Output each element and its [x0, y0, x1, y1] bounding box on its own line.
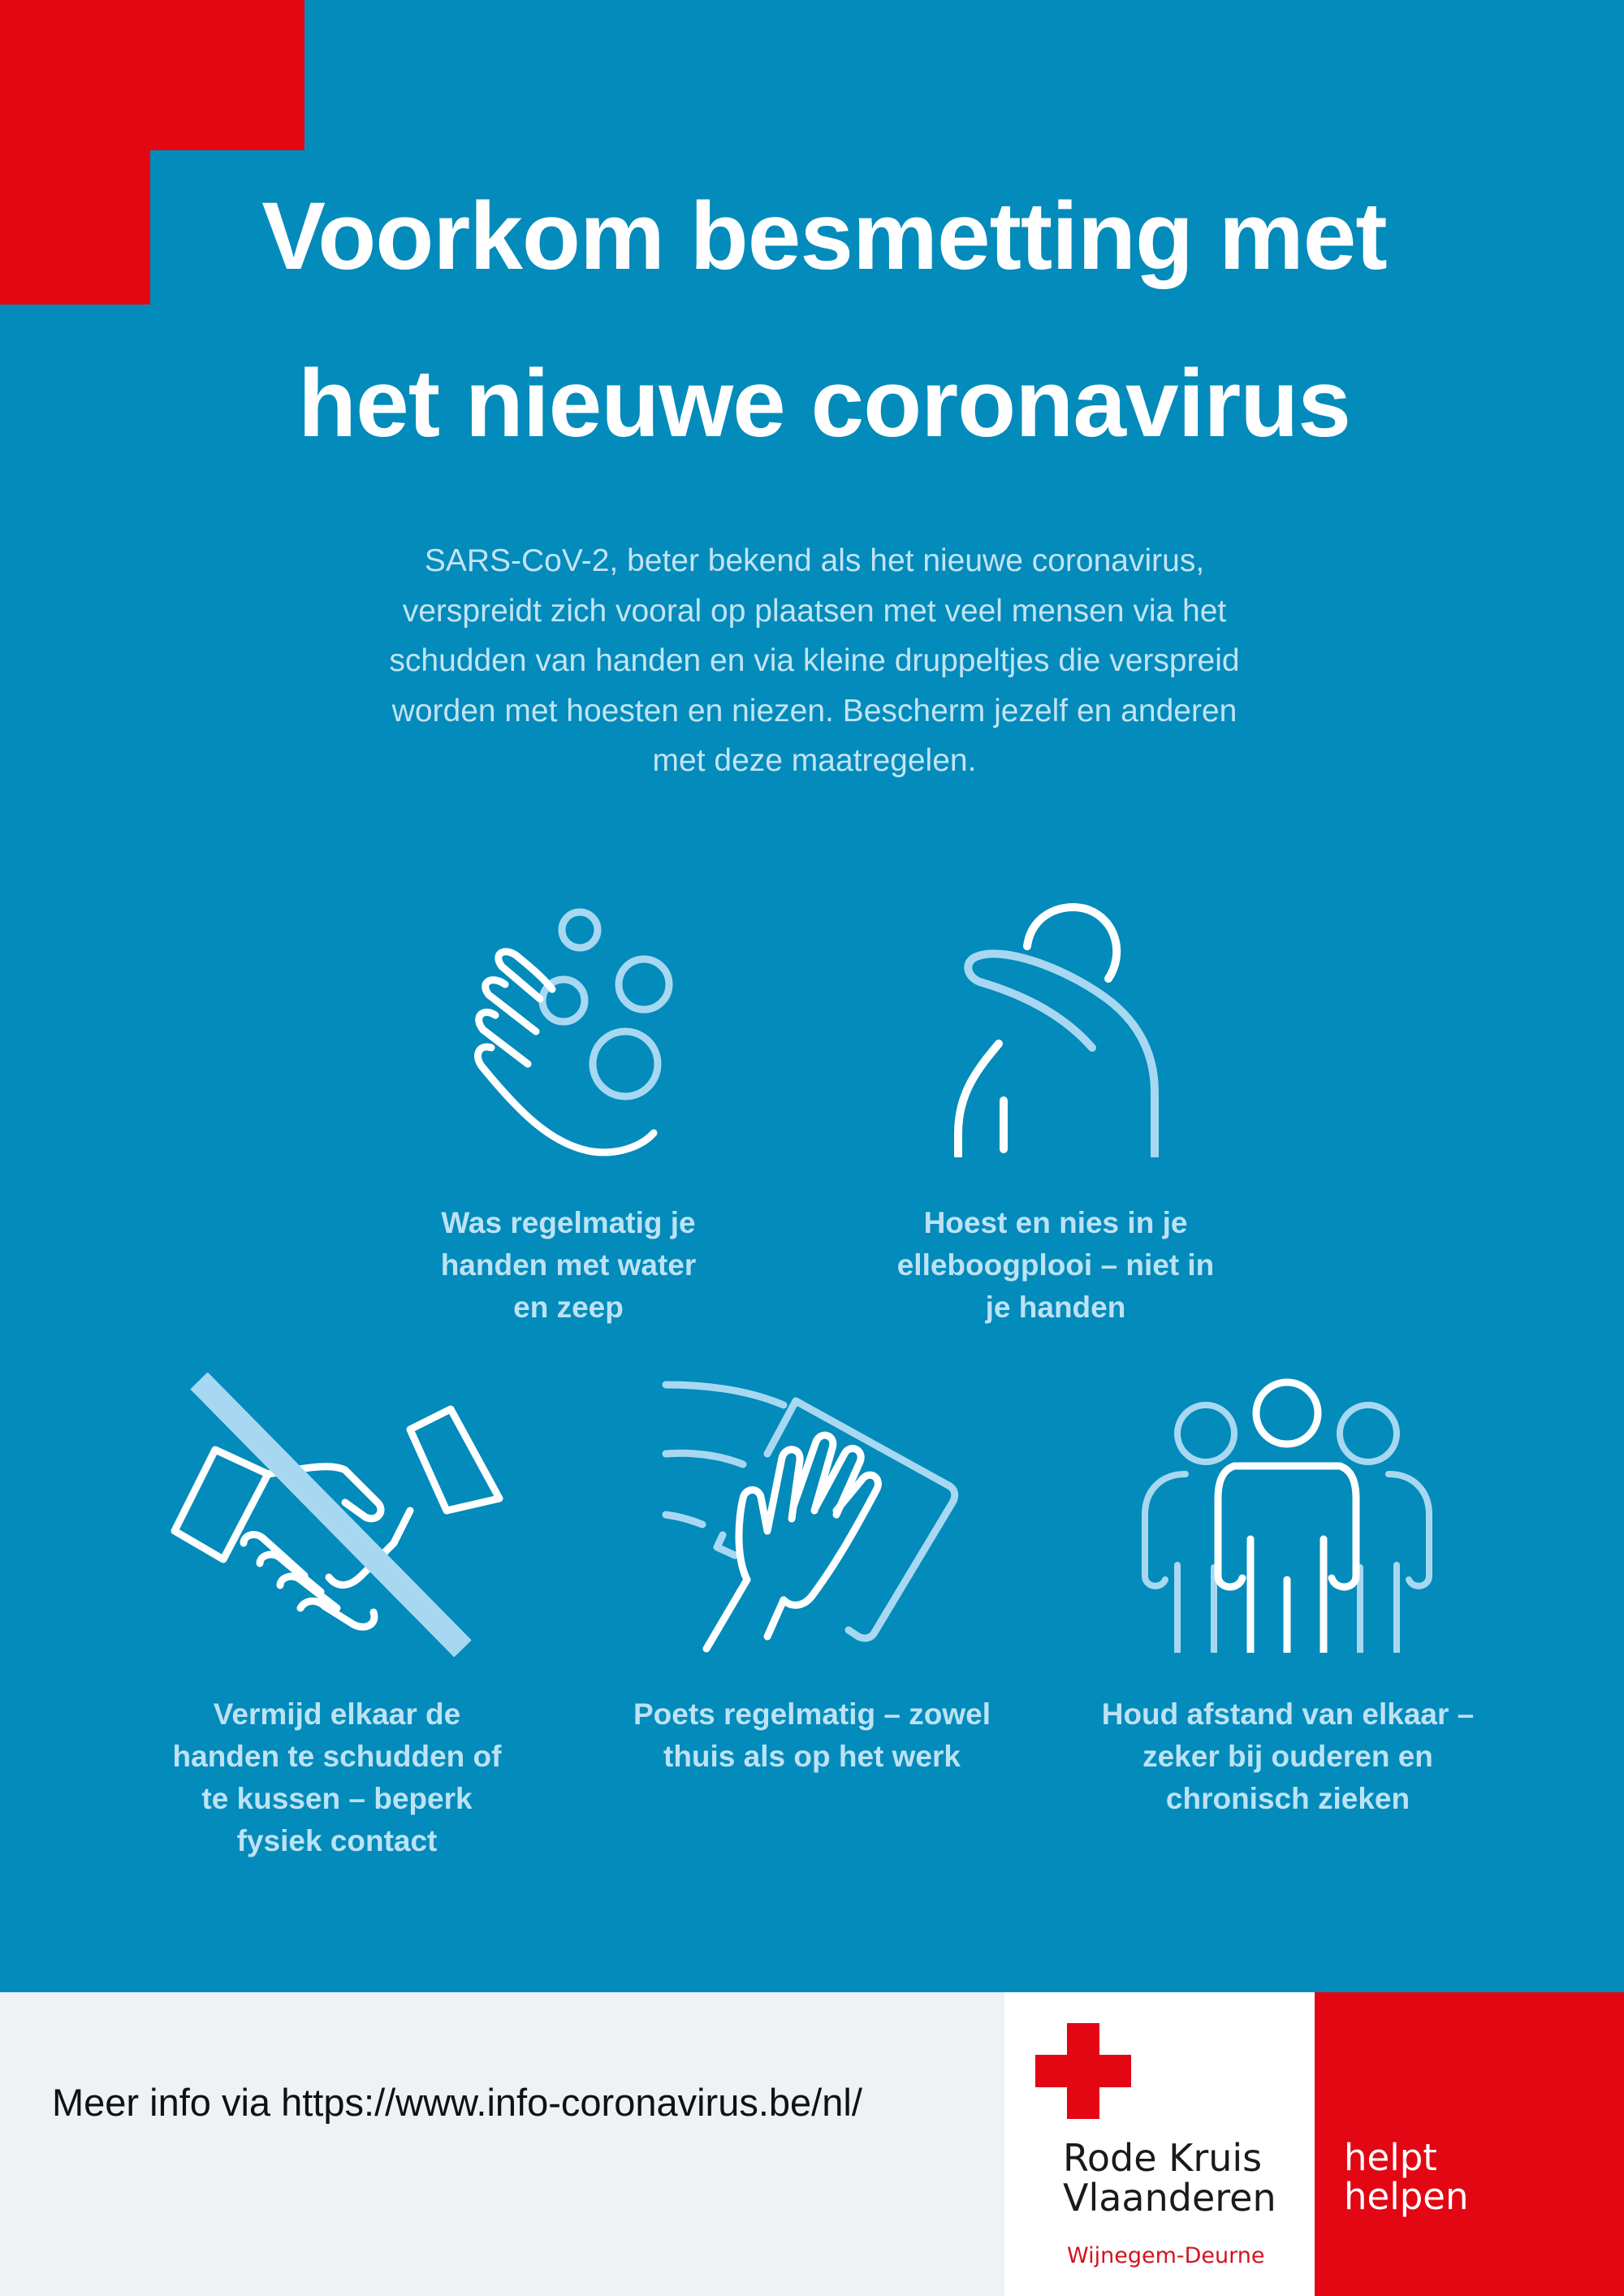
intro-line: verspreidt zich vooral op plaatsen met veel mensen via het — [402, 593, 1227, 629]
elbow-sneeze-icon — [942, 897, 1186, 1157]
caption-line: Vermijd elkaar de — [213, 1697, 461, 1731]
distance-people-icon — [1141, 1377, 1433, 1653]
hand-wash-icon — [438, 893, 698, 1170]
caption-line: handen te schudden of — [172, 1740, 502, 1773]
intro-line: worden met hoesten en niezen. Bescherm jezelf en anderen — [391, 693, 1237, 729]
measure-caption-no-handshake — [134, 1693, 540, 1862]
red-cross-logo — [1004, 1992, 1315, 2296]
red-corner-block — [0, 0, 304, 150]
measure-caption-wash-hands — [365, 1202, 771, 1329]
tagline-line: helpen — [1344, 2175, 1469, 2218]
measure-caption-distance — [1085, 1693, 1491, 1820]
caption-line: Was regelmatig je — [441, 1206, 696, 1239]
measure-caption-elbow — [861, 1202, 1250, 1329]
cleaning-icon — [662, 1377, 962, 1657]
caption-line: Hoest en nies in je — [923, 1206, 1188, 1239]
measure-caption-cleaning — [609, 1693, 1015, 1778]
poster-title-line-1: Voorkom besmetting met — [261, 183, 1387, 290]
poster-title-line-2: het nieuwe coronavirus — [298, 350, 1350, 457]
intro-paragraph — [300, 536, 1328, 786]
logo-name-line: Vlaanderen — [1063, 2176, 1276, 2220]
caption-line: je handen — [985, 1291, 1126, 1324]
tagline — [1344, 2138, 1468, 2216]
intro-line: met deze maatregelen. — [652, 743, 977, 778]
caption-line: Poets regelmatig – zowel — [633, 1697, 991, 1731]
intro-line: schudden van handen en via kleine druppeltjes die verspreid — [389, 643, 1240, 678]
logo-organisation-name — [1063, 2138, 1276, 2218]
caption-line: Houd afstand van elkaar – — [1101, 1697, 1475, 1731]
more-info-link-text: Meer info via https://www.info-coronavirus.be/nl/ — [52, 2081, 862, 2124]
red-cross-icon — [1035, 2023, 1131, 2119]
intro-line: SARS-CoV-2, beter bekend als het nieuwe coronavirus, — [424, 543, 1205, 578]
caption-line: chronisch zieken — [1165, 1782, 1410, 1815]
tagline-panel — [1315, 1992, 1624, 2296]
logo-name-line: Rode Kruis — [1063, 2136, 1263, 2180]
no-handshake-icon — [166, 1373, 508, 1657]
caption-line: handen met water — [440, 1248, 697, 1282]
caption-line: fysiek contact — [236, 1824, 438, 1857]
footer — [0, 1992, 1624, 2296]
caption-line: en zeep — [513, 1291, 624, 1324]
tagline-line: helpt — [1344, 2136, 1437, 2179]
caption-line: zeker bij ouderen en — [1142, 1740, 1433, 1773]
caption-line: elleboogplooi – niet in — [896, 1248, 1215, 1282]
caption-line: thuis als op het werk — [663, 1740, 961, 1773]
logo-branch: Wijnegem-Deurne — [1067, 2243, 1265, 2268]
caption-line: te kussen – beperk — [201, 1782, 473, 1815]
